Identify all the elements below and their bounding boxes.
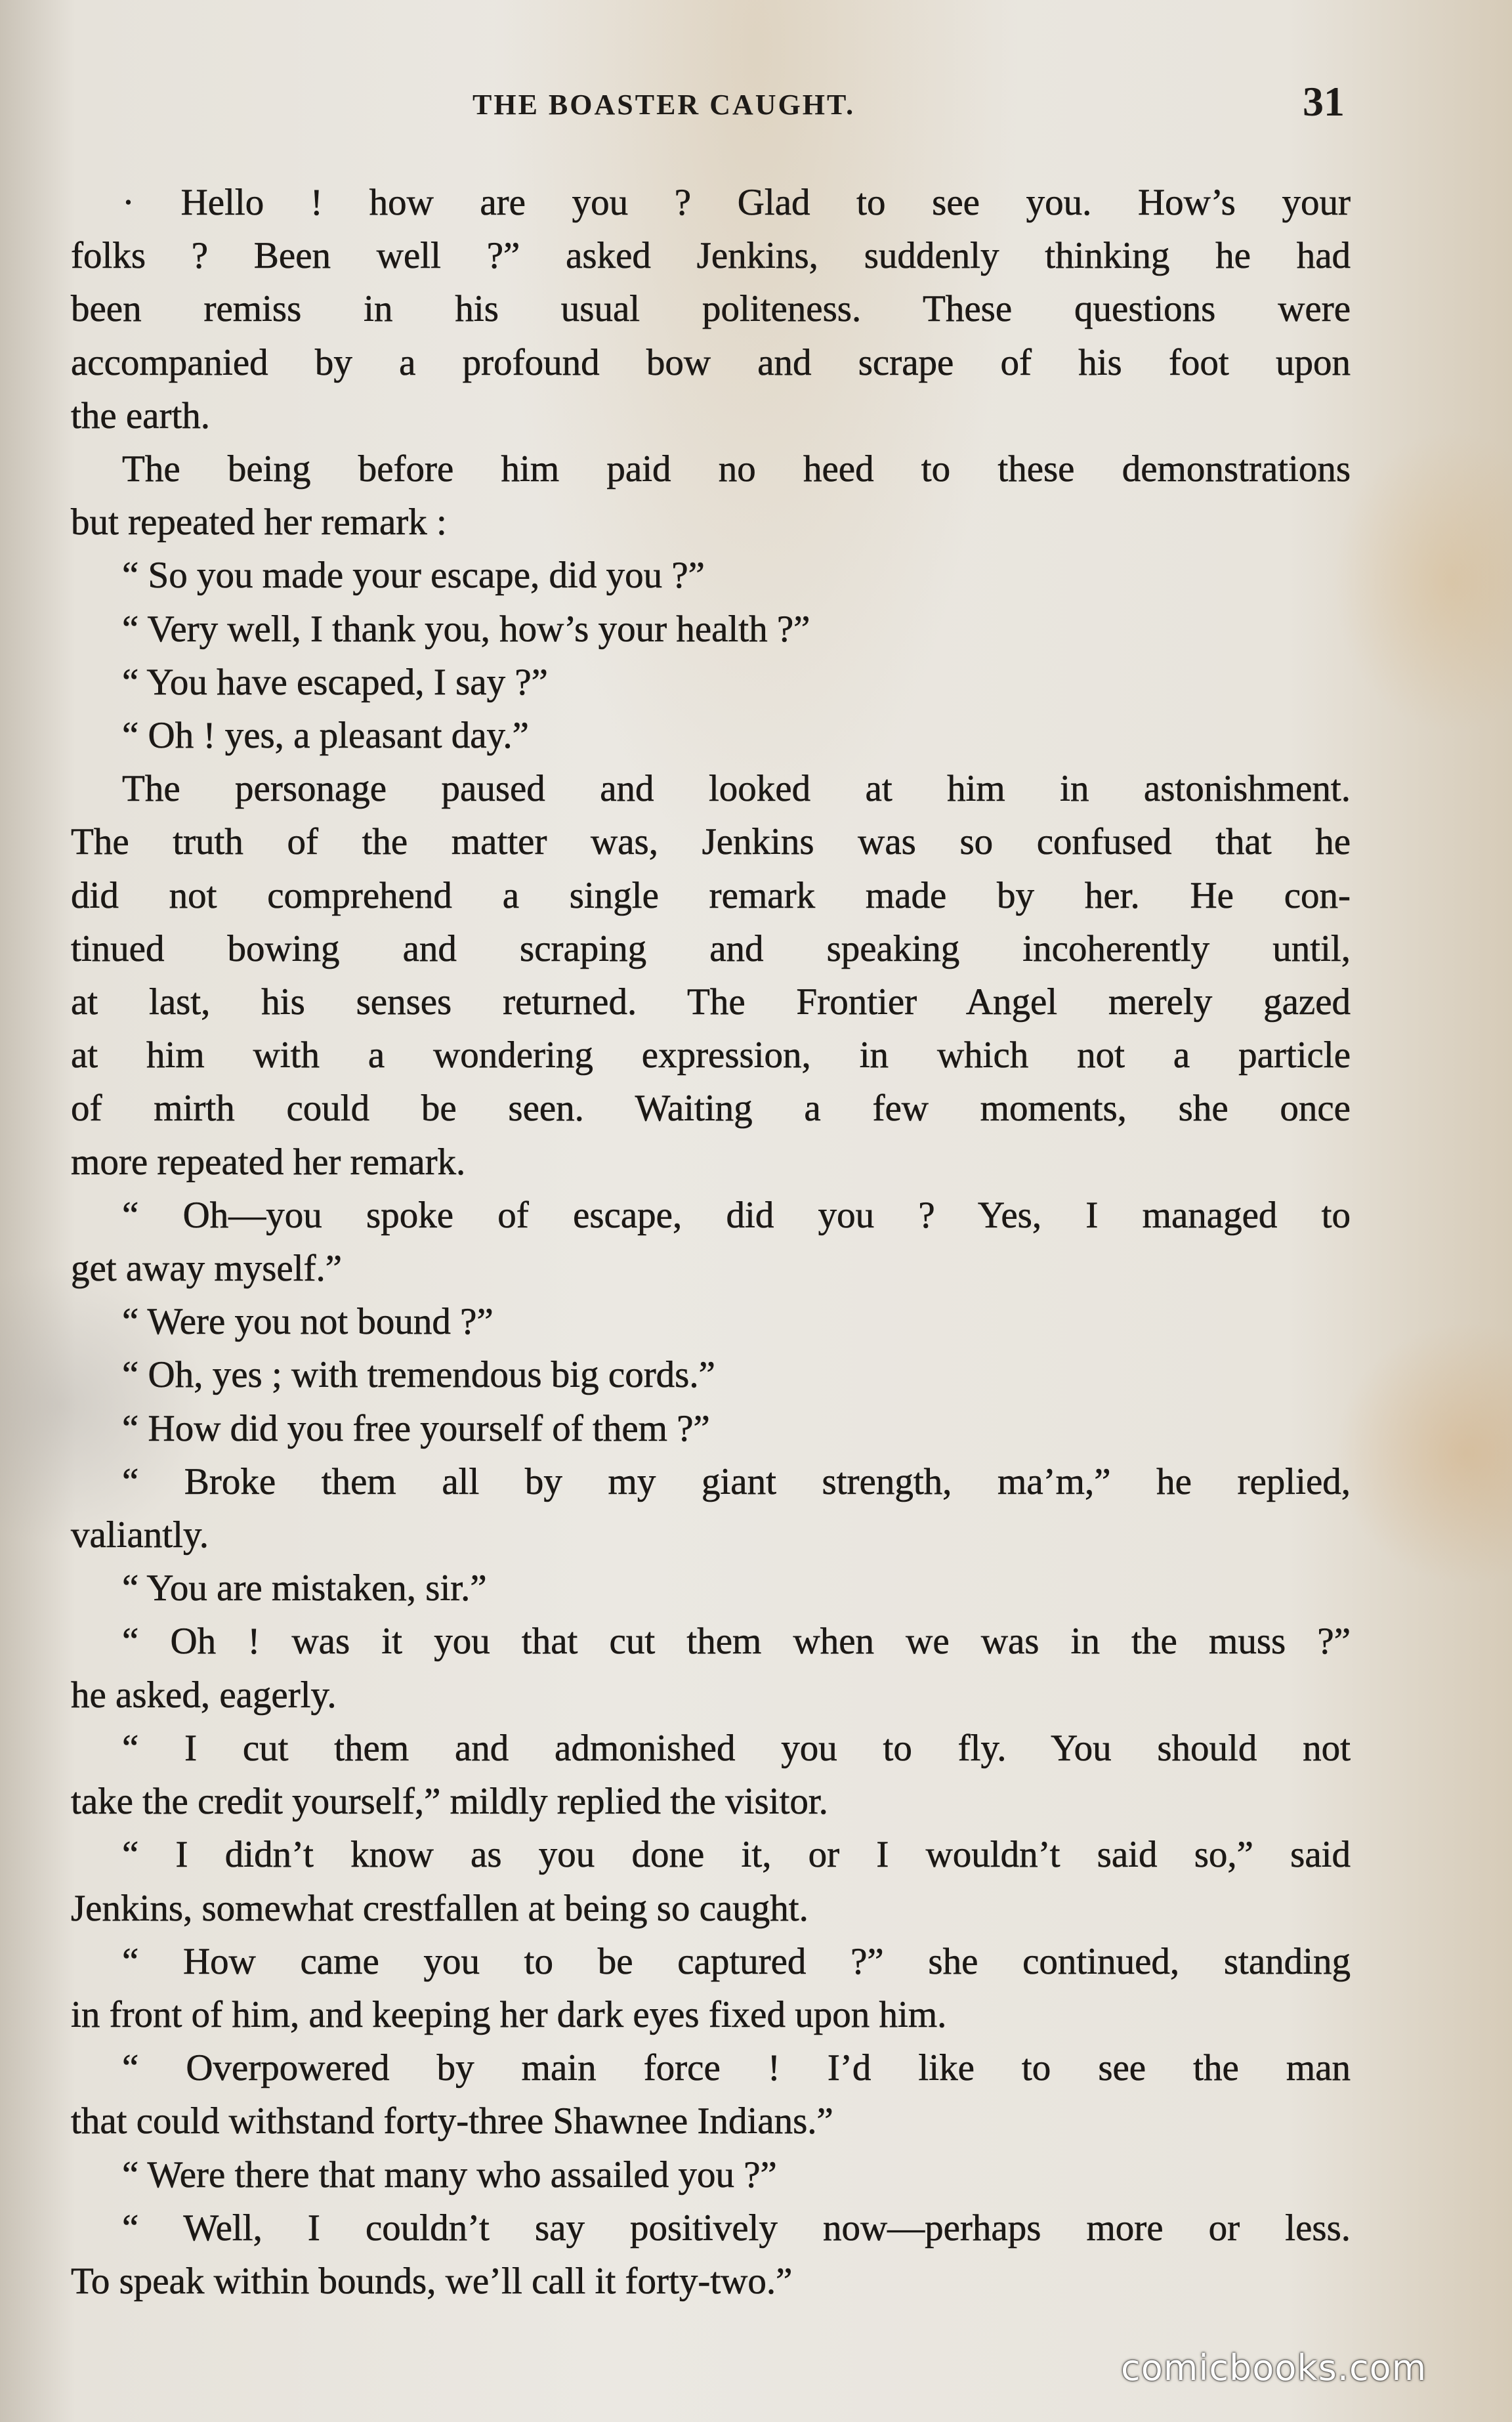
text-line: The personage paused and looked at him in astonishment. (122, 768, 1351, 810)
text-line: “ How came you to be captured ?” she continued, standing (122, 1940, 1351, 1982)
text-line: “ Well, I couldn’t say positively now—perhaps more or less. (122, 2207, 1351, 2249)
text-line: been remiss in his usual politeness. These questions were (71, 288, 1351, 330)
text-line: “ So you made your escape, did you ?” (122, 555, 705, 597)
text-line: at last, his senses returned. The Frontier Angel merely gazed (71, 981, 1351, 1023)
text-line: “ How did you free yourself of them ?” (122, 1407, 710, 1449)
text-line: that could withstand forty-three Shawnee Indians.” (71, 2100, 833, 2142)
text-line: of mirth could be seen. Waiting a few moments, she once (71, 1088, 1351, 1130)
text-line: “ Oh—you spoke of escape, did you ? Yes, I managed to (122, 1194, 1351, 1236)
text-line: tinued bowing and scraping and speaking incoherently until, (71, 927, 1351, 969)
text-line: “ Were you not bound ?” (122, 1301, 494, 1343)
text-line: The truth of the matter was, Jenkins was so confused that he (71, 821, 1351, 863)
running-head: THE BOASTER CAUGHT. (472, 89, 856, 121)
text-line: The being before him paid no heed to these demonstrations (122, 448, 1351, 490)
text-line: “ Oh ! yes, a pleasant day.” (122, 715, 529, 757)
text-line: “ I didn’t know as you done it, or I wouldn’t said so,” said (122, 1834, 1351, 1876)
text-line: “ Oh ! was it you that cut them when we was in the muss ?” (122, 1621, 1351, 1663)
text-line: “ You are mistaken, sir.” (122, 1567, 487, 1609)
page-number: 31 (1303, 78, 1345, 125)
text-line: more repeated her remark. (71, 1141, 466, 1183)
text-line: get away myself.” (71, 1248, 343, 1290)
text-line: but repeated her remark : (71, 501, 447, 543)
page-header (0, 77, 1512, 130)
text-line: at him with a wondering expression, in which not a particle (71, 1034, 1351, 1076)
text-line: did not comprehend a single remark made by her. He con- (71, 874, 1351, 916)
body-text (71, 176, 1351, 2308)
text-line: folks ? Been well ?” asked Jenkins, suddenly thinking he had (71, 235, 1351, 277)
text-line: “ Broke them all by my giant strength, ma’m,” he replied, (122, 1460, 1351, 1502)
text-line: accompanied by a profound bow and scrape of his foot upon (71, 341, 1351, 383)
text-line: valiantly. (71, 1514, 209, 1556)
text-line: To speak within bounds, we’ll call it forty-two.” (71, 2260, 793, 2302)
text-line: “ You have escaped, I say ?” (122, 661, 548, 703)
text-line: “ I cut them and admonished you to fly. You should not (122, 1727, 1351, 1769)
text-line: · Hello ! how are you ? Glad to see you. How’s your (122, 182, 1351, 223)
text-line: “ Oh, yes ; with tremendous big cords.” (122, 1354, 715, 1396)
text-line: “ Were there that many who assailed you ?” (122, 2154, 777, 2196)
text-line: “ Overpowered by main force ! I’d like to see the man (122, 2047, 1351, 2089)
text-line: he asked, eagerly. (71, 1674, 337, 1716)
text-line: take the credit yourself,” mildly replied the visitor. (71, 1781, 828, 1823)
text-line: in front of him, and keeping her dark eyes fixed upon him. (71, 1993, 947, 2035)
text-line: the earth. (71, 394, 211, 436)
watermark: comicbooks.com (1121, 2347, 1427, 2389)
text-line: Jenkins, somewhat crestfallen at being so caught. (71, 1887, 808, 1929)
text-line: “ Very well, I thank you, how’s your health ?” (122, 608, 810, 650)
